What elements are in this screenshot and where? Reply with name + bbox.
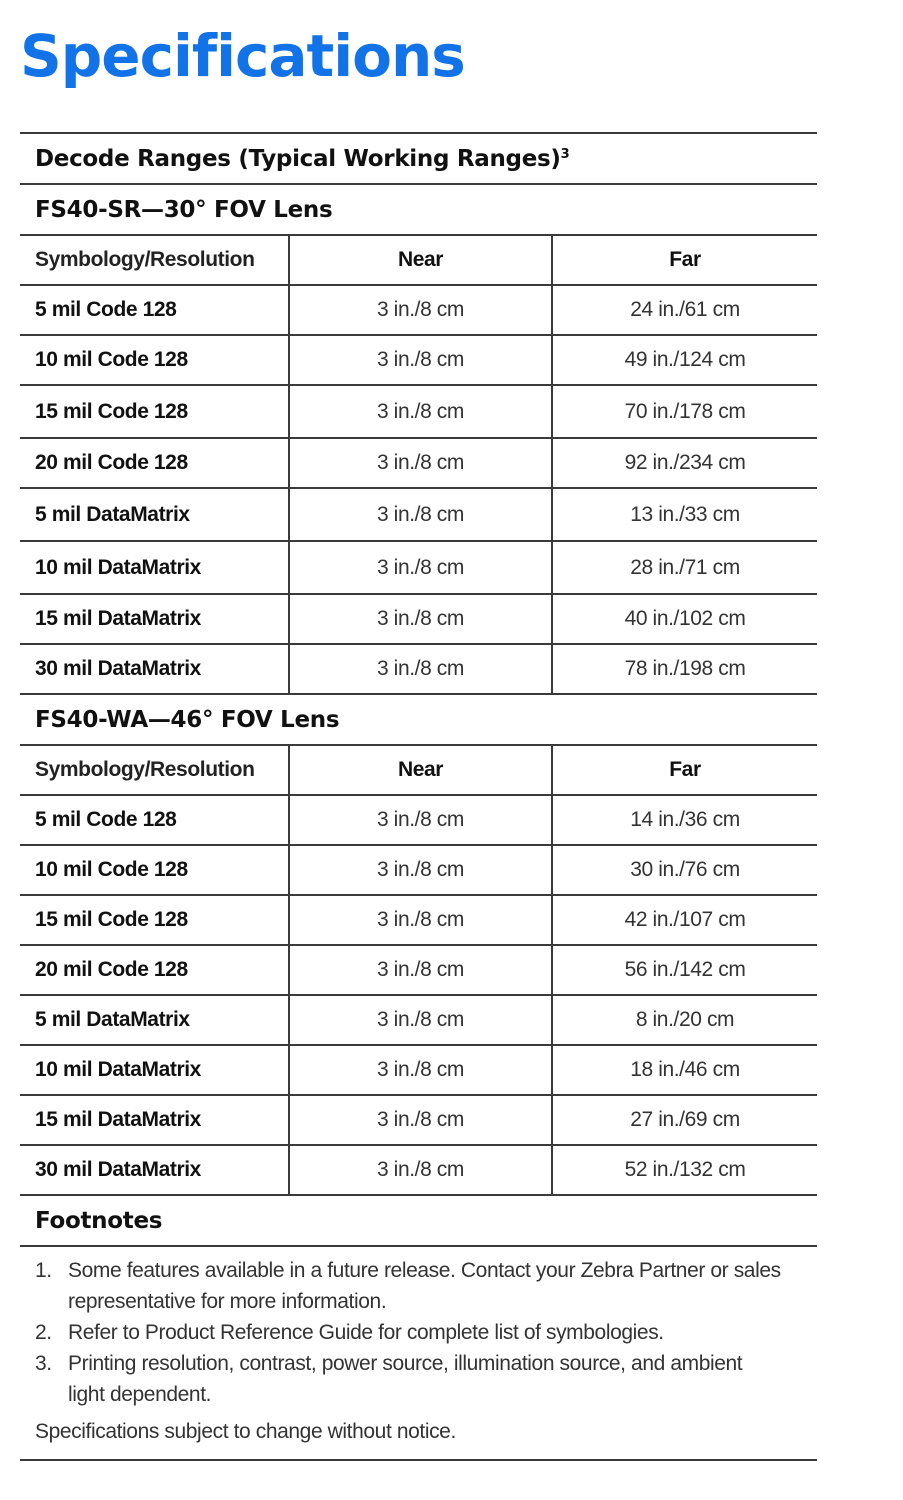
near-cell: 3 in./8 cm bbox=[290, 336, 553, 384]
spec-table bbox=[20, 132, 817, 1461]
near-cell: 3 in./8 cm bbox=[290, 1046, 553, 1094]
footnotes-title: Footnotes bbox=[35, 1207, 163, 1234]
col-header-symbology: Symbology/Resolution bbox=[20, 236, 290, 284]
symbology-cell: 30 mil DataMatrix bbox=[20, 1146, 290, 1194]
footnote-number: 1. bbox=[35, 1259, 52, 1282]
table-row bbox=[20, 996, 817, 1044]
near-cell: 3 in./8 cm bbox=[290, 386, 553, 437]
footnote-text: Printing resolution, contrast, power source, illumination source, and ambient light dependent. bbox=[68, 1352, 743, 1406]
near-cell: 3 in./8 cm bbox=[290, 542, 553, 593]
footnote-number: 3. bbox=[35, 1352, 52, 1375]
symbology-cell: 5 mil DataMatrix bbox=[20, 996, 290, 1044]
far-cell: 13 in./33 cm bbox=[630, 502, 740, 526]
symbology-cell: 5 mil Code 128 bbox=[20, 796, 290, 844]
symbology-cell: 10 mil Code 128 bbox=[20, 336, 290, 384]
far-cell: 40 in./102 cm bbox=[624, 607, 746, 630]
far-cell: 18 in./46 cm bbox=[630, 1058, 740, 1081]
far-cell: 28 in./71 cm bbox=[630, 555, 740, 579]
table-row bbox=[20, 1146, 817, 1194]
footnote-item bbox=[35, 1255, 802, 1317]
near-cell: 3 in./8 cm bbox=[290, 286, 553, 334]
table-header-row bbox=[20, 746, 817, 794]
symbology-cell: 30 mil DataMatrix bbox=[20, 645, 290, 693]
footnote-ref: 3 bbox=[560, 147, 570, 162]
near-cell: 3 in./8 cm bbox=[290, 946, 553, 994]
symbology-cell: 15 mil Code 128 bbox=[20, 896, 290, 944]
table-row bbox=[20, 796, 817, 844]
col-header-far: Far bbox=[669, 248, 701, 271]
footnote-text: Some features available in a future release. Contact your Zebra Partner or sales representative for more information. bbox=[68, 1259, 781, 1313]
table-row bbox=[20, 595, 817, 643]
divider bbox=[20, 1459, 817, 1461]
symbology-cell: 20 mil Code 128 bbox=[20, 439, 290, 487]
near-cell: 3 in./8 cm bbox=[290, 489, 553, 540]
decode-ranges-heading-text: Decode Ranges (Typical Working Ranges) bbox=[35, 145, 561, 172]
table-row bbox=[20, 896, 817, 944]
table-row bbox=[20, 286, 817, 334]
symbology-cell: 15 mil Code 128 bbox=[20, 386, 290, 437]
col-header-near: Near bbox=[290, 236, 553, 284]
table-row bbox=[20, 1096, 817, 1144]
far-cell: 92 in./234 cm bbox=[624, 451, 746, 474]
table-row bbox=[20, 386, 817, 437]
symbology-cell: 20 mil Code 128 bbox=[20, 946, 290, 994]
section-title-sr: FS40-SR—30° FOV Lens bbox=[35, 196, 333, 223]
table-row bbox=[20, 439, 817, 487]
symbology-cell: 10 mil DataMatrix bbox=[20, 542, 290, 593]
section-title-wa: FS40-WA—46° FOV Lens bbox=[35, 706, 340, 733]
table-row bbox=[20, 946, 817, 994]
far-cell: 52 in./132 cm bbox=[624, 1158, 746, 1181]
near-cell: 3 in./8 cm bbox=[290, 595, 553, 643]
footnote-item bbox=[35, 1317, 802, 1348]
col-header-symbology: Symbology/Resolution bbox=[20, 746, 290, 794]
decode-ranges-heading bbox=[20, 134, 817, 183]
far-cell: 78 in./198 cm bbox=[624, 657, 746, 680]
far-cell: 30 in./76 cm bbox=[630, 858, 740, 881]
near-cell: 3 in./8 cm bbox=[290, 1146, 553, 1194]
far-cell: 24 in./61 cm bbox=[630, 298, 740, 321]
symbology-cell: 15 mil DataMatrix bbox=[20, 1096, 290, 1144]
symbology-cell: 5 mil Code 128 bbox=[20, 286, 290, 334]
near-cell: 3 in./8 cm bbox=[290, 896, 553, 944]
far-cell: 14 in./36 cm bbox=[630, 808, 740, 831]
far-cell: 70 in./178 cm bbox=[624, 399, 746, 423]
table-row bbox=[20, 489, 817, 540]
near-cell: 3 in./8 cm bbox=[290, 796, 553, 844]
symbology-cell: 10 mil DataMatrix bbox=[20, 1046, 290, 1094]
col-header-far: Far bbox=[669, 758, 701, 781]
near-cell: 3 in./8 cm bbox=[290, 1096, 553, 1144]
table-row bbox=[20, 336, 817, 384]
footnotes-list bbox=[20, 1247, 817, 1459]
table-header-row bbox=[20, 236, 817, 284]
far-cell: 42 in./107 cm bbox=[624, 908, 746, 931]
page-title: Specifications bbox=[20, 22, 465, 90]
symbology-cell: 15 mil DataMatrix bbox=[20, 595, 290, 643]
far-cell: 8 in./20 cm bbox=[635, 1008, 735, 1031]
table-row bbox=[20, 846, 817, 894]
footnote-number: 2. bbox=[35, 1321, 52, 1344]
symbology-cell: 10 mil Code 128 bbox=[20, 846, 290, 894]
footnote-item bbox=[35, 1348, 802, 1410]
far-cell: 56 in./142 cm bbox=[624, 958, 746, 981]
far-cell: 27 in./69 cm bbox=[630, 1108, 740, 1131]
disclaimer: Specifications subject to change without notice. bbox=[35, 1420, 456, 1443]
far-cell: 49 in./124 cm bbox=[624, 348, 746, 371]
footnote-text: Refer to Product Reference Guide for complete list of symbologies. bbox=[68, 1321, 664, 1344]
table-row bbox=[20, 645, 817, 693]
col-header-near: Near bbox=[290, 746, 553, 794]
near-cell: 3 in./8 cm bbox=[290, 846, 553, 894]
near-cell: 3 in./8 cm bbox=[290, 439, 553, 487]
near-cell: 3 in./8 cm bbox=[290, 645, 553, 693]
table-row bbox=[20, 1046, 817, 1094]
near-cell: 3 in./8 cm bbox=[290, 996, 553, 1044]
table-row bbox=[20, 542, 817, 593]
symbology-cell: 5 mil DataMatrix bbox=[20, 489, 290, 540]
